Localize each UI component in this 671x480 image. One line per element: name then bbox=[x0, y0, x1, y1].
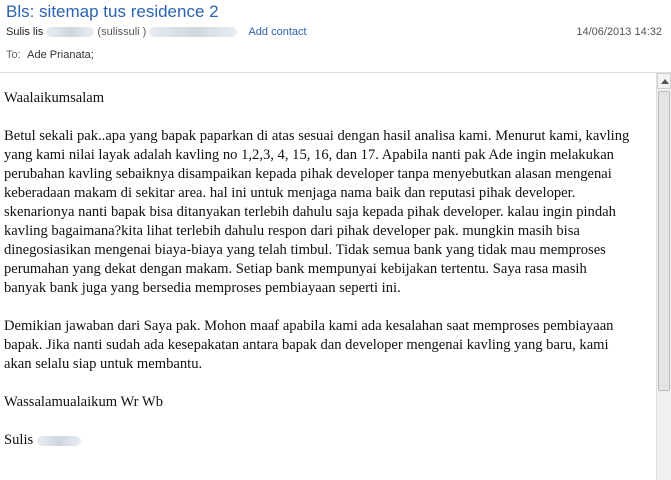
message-date: 14/06/2013 14:32 bbox=[576, 26, 662, 38]
paragraph-1-line: perubahan kavling sebaiknya disampaikan kepada pihak developer tanpa menyebutkan alasan mengenai bbox=[4, 166, 612, 182]
paragraph-2-line: Demikian jawaban dari Saya pak. Mohon maaf apabila kami ada kesalahan saat memproses pembiayaan bbox=[4, 318, 614, 334]
sender-row bbox=[6, 26, 307, 38]
paragraph-2-line: akan selalu siap untuk membantu. bbox=[4, 356, 203, 372]
signature-name: Sulis bbox=[4, 432, 34, 448]
recipient-name[interactable]: Ade Prianata; bbox=[27, 49, 94, 61]
greeting-line: Waalaikumsalam bbox=[4, 90, 105, 106]
paragraph-1-line: yang kami nilai layak adalah kavling no 1,2,3, 4, 15, 16, dan 17. Apabila nanti pak Ade ingin melakukan bbox=[4, 147, 614, 163]
redacted-sender-name bbox=[46, 27, 94, 37]
add-contact-link[interactable]: Add contact bbox=[248, 26, 307, 38]
paragraph-1-line: banyak bank juga yang bersedia memproses pembiayaan seperti ini. bbox=[4, 280, 401, 296]
sender-name[interactable]: Sulis lis bbox=[6, 26, 44, 38]
scroll-up-button[interactable] bbox=[657, 73, 671, 89]
paragraph-1-line: dinegosiasikan mengenai biaya-biaya yang telah timbul. Tidak semua bank yang tidak mau memproses bbox=[4, 242, 606, 258]
paragraph-1-line: skenarionya nanti bapak bisa ditanyakan terlebih dahulu saja kepada pihak developer. kalau ingin pindah bbox=[4, 204, 616, 220]
paragraph-1-line: Betul sekali pak..apa yang bapak paparkan di atas sesuai dengan hasil analisa kami. Menurut kami, kavling bbox=[4, 128, 630, 144]
sender-email[interactable]: (sulissuli ) bbox=[97, 26, 147, 38]
chevron-up-icon bbox=[661, 79, 669, 84]
scroll-thumb[interactable] bbox=[658, 91, 670, 391]
redacted-signature bbox=[37, 436, 81, 446]
closing-line: Wassalamualaikum Wr Wb bbox=[4, 394, 163, 410]
recipient-row bbox=[6, 49, 94, 61]
paragraph-1-line: kavling bagaimana?kita lihat terlebih dahulu respon dari pihak developer pak. mungkin masih bisa bbox=[4, 223, 580, 239]
signature-line bbox=[0, 431, 656, 450]
subject-text: Bls: sitemap tus residence 2 bbox=[6, 2, 219, 21]
paragraph-1-line: perumahan yang dekat dengan makam. Setiap bank mempunyai kebijakan tertentu. Saya rasa masih bbox=[4, 261, 587, 277]
paragraph-1 bbox=[0, 127, 656, 298]
to-label: To: bbox=[6, 49, 21, 61]
message-body[interactable] bbox=[0, 73, 656, 480]
vertical-scrollbar[interactable] bbox=[656, 73, 671, 480]
message-header bbox=[0, 0, 671, 73]
message-subject bbox=[6, 2, 219, 22]
redacted-sender-email bbox=[149, 27, 237, 37]
paragraph-2-line: bapak. Jika nanti sudah ada kesepakatan antara bapak dan developer mengenai kavling yang baru, kami bbox=[4, 337, 609, 353]
paragraph-2 bbox=[0, 317, 656, 374]
paragraph-1-line: keberadaan makam di sekitar area. hal ini untuk menjaga nama baik dan reputasi pihak developer. bbox=[4, 185, 576, 201]
